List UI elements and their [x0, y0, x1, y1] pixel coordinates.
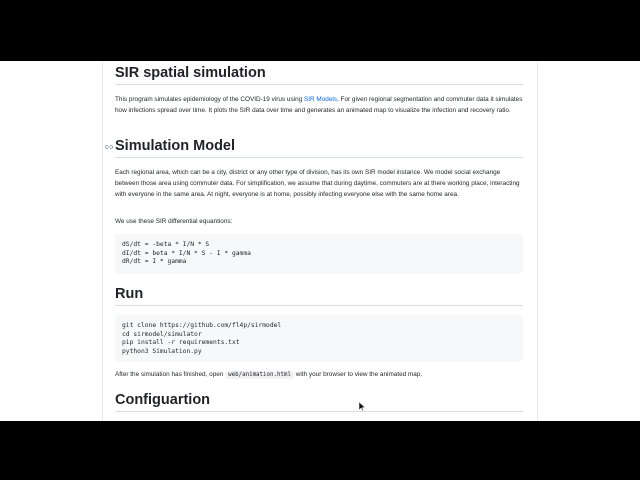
section-heading-simulation-model — [115, 138, 523, 158]
code-line: pip install -r requirements.txt — [122, 339, 240, 347]
model-paragraph: Each regional area, which can be a city, district or any other type of division, has its own SIR model instance. We model social exchange between those area using commuter data. For simplification, we assume that during daytime, commuters are at there working place, interacting with everyone in the same area. At night, everyone is at home, possibly infecting everyone else with the same home area. — [115, 169, 520, 199]
link-icon[interactable] — [105, 143, 113, 152]
code-line: dI/dt = beta * I/N * S - I * gamma — [122, 249, 251, 257]
code-line: git clone https://github.com/fl4p/sirmodel — [122, 322, 282, 329]
code-line: dR/dt = I * gamma — [122, 258, 187, 266]
inline-code-path: web/animation.html — [225, 371, 294, 379]
section-heading-configuration: Configuartion — [115, 392, 523, 412]
after-text-before: After the simulation has finished, open — [115, 371, 226, 378]
section-title: Simulation Model — [115, 138, 236, 154]
section-heading-run: Run — [115, 286, 523, 306]
intro-text-before: This program simulates epidemiology of the COVID-19 virus using — [115, 96, 304, 103]
intro-paragraph — [115, 94, 523, 116]
equations-code-block[interactable] — [115, 234, 523, 274]
readme-panel — [102, 61, 538, 421]
code-line: cd sirmodel/simulator — [122, 330, 202, 338]
intro-text-after: . For given regional segmentation and commuter data it simulates how infections spread over time. It plots the SIR data over time and generates an animated map to visualize the infection and recovery ratio. — [115, 96, 523, 115]
after-run-paragraph — [115, 369, 523, 381]
readme-title: SIR spatial simulation — [115, 65, 523, 85]
after-text-after: with your browser to view the animated map. — [293, 371, 423, 378]
code-line: python3 Simulation.py — [122, 347, 202, 355]
run-code-block[interactable] — [115, 315, 523, 362]
equations-intro: We use these SIR differential equantions: — [115, 218, 233, 225]
sir-models-link[interactable]: SIR Models — [303, 96, 337, 103]
code-line: dS/dt = -beta * I/N * S — [122, 241, 210, 248]
browser-viewport — [0, 61, 640, 421]
